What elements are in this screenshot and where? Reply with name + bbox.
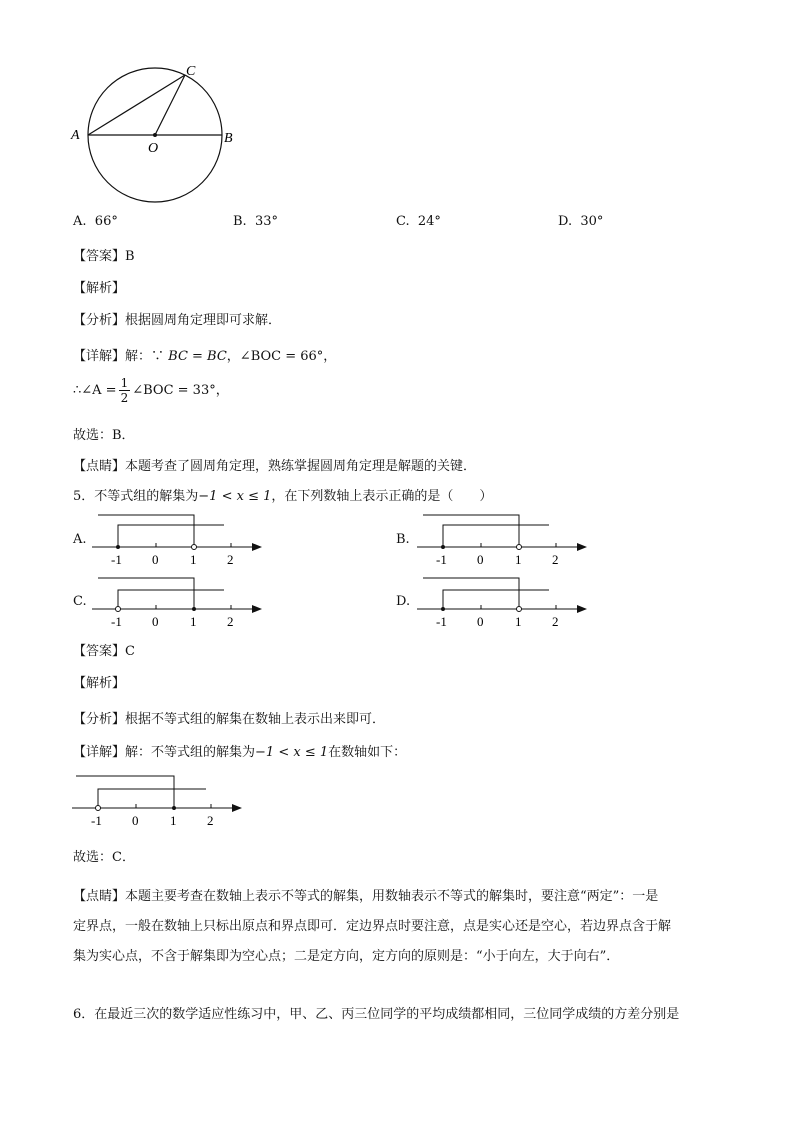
q4-comment: 【点睛】本题考查了圆周角定理，熟练掌握圆周角定理是解题的关键．: [73, 459, 477, 474]
q5-comment-line3: 集为实心点，不含于解集即为空心点；二是定方向，定方向的原则是：“小于向左，大于向右”．: [73, 949, 620, 964]
q4-option-d: D. 30°: [558, 214, 604, 229]
tick-label: 0: [477, 614, 484, 629]
q4-option-a: A. 66°: [73, 214, 118, 229]
number-line-c: [90, 572, 270, 632]
q5-option-b-letter: B.: [396, 532, 410, 547]
tick-label: 0: [132, 813, 139, 828]
q4-detail-line1: 【详解】解：∵ BC = BC，∠BOC = 66°，: [73, 349, 337, 364]
tick-label: -1: [436, 552, 447, 567]
q5-choose: 故选：C．: [73, 850, 135, 865]
q5-option-a-letter: A.: [73, 532, 87, 547]
tick-label: -1: [91, 813, 102, 828]
q5-detail: 【详解】解：不等式组的解集为−1 < x ≤ 1在数轴如下：: [73, 745, 407, 760]
tick-label: 2: [227, 614, 234, 629]
q5-option-d-letter: D.: [396, 594, 411, 609]
q4-choose: 故选：B．: [73, 428, 135, 443]
tick-label: 0: [477, 552, 484, 567]
tick-label: 1: [515, 552, 522, 567]
number-line-a: [90, 510, 270, 570]
q6-stem: 6．在最近三次的数学适应性练习中，甲、乙、丙三位同学的平均成绩都相同，三位同学成绩的方差分别是: [73, 1007, 680, 1022]
q4-detail-line2: ∴∠A = $\frac{1}{2}$ ∠BOC = 33°，: [73, 376, 229, 405]
q5-comment-line2: 定界点，一般在数轴上只标出原点和界点即可．定边界点时要注意，点是实心还是空心，若边界点含于解: [73, 919, 672, 934]
q5-stem: 5．不等式组的解集为−1 < x ≤ 1，在下列数轴上表示正确的是（ ）: [73, 489, 493, 504]
q5-comment-line1: 【点睛】本题主要考查在数轴上表示不等式的解集，用数轴表示不等式的解集时，要注意“两定”：一是: [73, 889, 659, 904]
label-c: C: [186, 64, 196, 79]
label-a: A: [71, 128, 80, 143]
q4-option-c: C. 24°: [396, 214, 441, 229]
tick-label: 2: [552, 552, 559, 567]
tick-label: -1: [111, 552, 122, 567]
tick-label: 1: [190, 614, 197, 629]
q4-fenxi: 【分析】根据圆周角定理即可求解．: [73, 313, 282, 328]
tick-label: -1: [111, 614, 122, 629]
q5-answer: 【答案】C: [73, 644, 135, 659]
center-point: [153, 133, 157, 137]
number-line-d: [415, 572, 595, 632]
tick-label: -1: [436, 614, 447, 629]
tick-label: 1: [170, 813, 177, 828]
q4-answer: 【答案】B: [73, 249, 135, 264]
tick-label: 2: [227, 552, 234, 567]
q5-fenxi: 【分析】根据不等式组的解集在数轴上表示出来即可．: [73, 712, 386, 727]
label-b: B: [224, 131, 233, 146]
q5-option-c-letter: C.: [73, 594, 87, 609]
fraction-one-half: $\frac{1}{2}$: [120, 376, 129, 405]
tick-label: 0: [152, 552, 159, 567]
tick-label: 0: [152, 614, 159, 629]
label-o: O: [148, 141, 159, 156]
q4-analysis-tag: 【解析】: [73, 281, 126, 296]
tick-label: 1: [190, 552, 197, 567]
q5-analysis-tag: 【解析】: [73, 676, 126, 691]
tick-label: 1: [515, 614, 522, 629]
number-line-b: [415, 510, 595, 570]
tick-label: 2: [207, 813, 214, 828]
q4-option-b: B. 33°: [233, 214, 278, 229]
circle-figure: [60, 55, 260, 205]
solution-number-line: [70, 770, 250, 830]
tick-label: 2: [552, 614, 559, 629]
